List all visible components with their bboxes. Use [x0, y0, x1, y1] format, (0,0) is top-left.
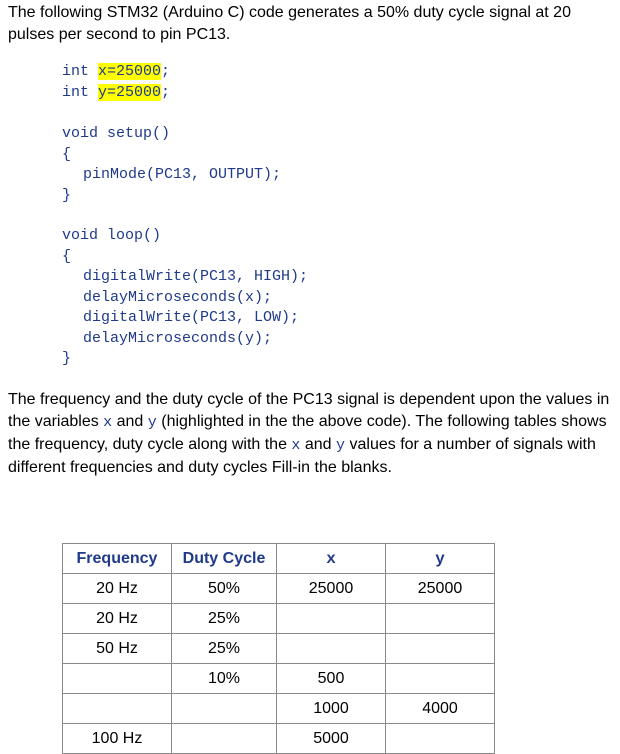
var-x: x: [291, 437, 301, 454]
code-loop-line: digitalWrite(PC13, HIGH);: [83, 268, 309, 285]
code-keyword: int: [62, 63, 99, 80]
header-frequency: Frequency: [63, 544, 172, 574]
cell-x: 500: [277, 664, 386, 694]
header-duty-cycle: Duty Cycle: [172, 544, 277, 574]
header-y: y: [386, 544, 495, 574]
cell-frequency: [63, 664, 172, 694]
table-row: [63, 604, 495, 634]
cell-x: 25000: [277, 574, 386, 604]
cell-x: [277, 634, 386, 664]
cell-duty-cycle: [172, 694, 277, 724]
var-x: x: [103, 414, 113, 431]
cell-y: [386, 634, 495, 664]
cell-duty-cycle: 25%: [172, 604, 277, 634]
code-loop-line: delayMicroseconds(x);: [83, 289, 273, 306]
cell-y: [386, 604, 495, 634]
table-header-row: [63, 544, 495, 574]
cell-duty-cycle: 25%: [172, 634, 277, 664]
cell-x: [277, 604, 386, 634]
table-row: [63, 724, 495, 754]
code-highlight-y: y=25000: [98, 84, 162, 101]
code-semicolon: ;: [161, 84, 171, 101]
header-x: x: [277, 544, 386, 574]
code-line-y: [62, 83, 170, 104]
code-loop-line: delayMicroseconds(y);: [83, 330, 273, 347]
table-row: [63, 694, 495, 724]
code-loop-signature: void loop(): [62, 227, 162, 244]
description-paragraph: The frequency and the duty cycle of the PC13 signal is dependent upon the values in the variables x and y (highlighted in the the above code). The following tables shows the frequency, duty cycle along with the x and y values for a number of signals with different frequencies and duty cycles Fill-in the blanks.: [8, 391, 610, 476]
code-keyword: int: [62, 84, 99, 101]
code-pinmode: pinMode(PC13, OUTPUT);: [83, 166, 282, 183]
cell-y: [386, 724, 495, 754]
cell-y: [386, 664, 495, 694]
var-y: y: [336, 437, 346, 454]
cell-frequency: 50 Hz: [63, 634, 172, 664]
code-loop-line: digitalWrite(PC13, LOW);: [83, 309, 300, 326]
code-brace: }: [62, 350, 72, 367]
cell-frequency: 100 Hz: [63, 724, 172, 754]
cell-frequency: 20 Hz: [63, 604, 172, 634]
cell-duty-cycle: 50%: [172, 574, 277, 604]
code-brace: }: [62, 187, 72, 204]
cell-duty-cycle: [172, 724, 277, 754]
cell-frequency: 20 Hz: [63, 574, 172, 604]
cell-frequency: [63, 694, 172, 724]
code-brace: {: [62, 248, 72, 265]
intro-text: The following STM32 (Arduino C) code generates a 50% duty cycle signal at 20 pulses per second to pin PC13.: [8, 4, 571, 43]
cell-duty-cycle: 10%: [172, 664, 277, 694]
var-y: y: [147, 414, 157, 431]
signals-table: [62, 543, 495, 754]
table-row: [63, 574, 495, 604]
code-semicolon: ;: [161, 63, 171, 80]
cell-y: 25000: [386, 574, 495, 604]
cell-y: 4000: [386, 694, 495, 724]
cell-x: 1000: [277, 694, 386, 724]
code-highlight-x: x=25000: [98, 63, 162, 80]
code-brace: {: [62, 146, 72, 163]
code-line-x: [62, 62, 170, 83]
code-setup-signature: void setup(): [62, 125, 171, 142]
table-row: [63, 634, 495, 664]
table-row: [63, 664, 495, 694]
cell-x: 5000: [277, 724, 386, 754]
